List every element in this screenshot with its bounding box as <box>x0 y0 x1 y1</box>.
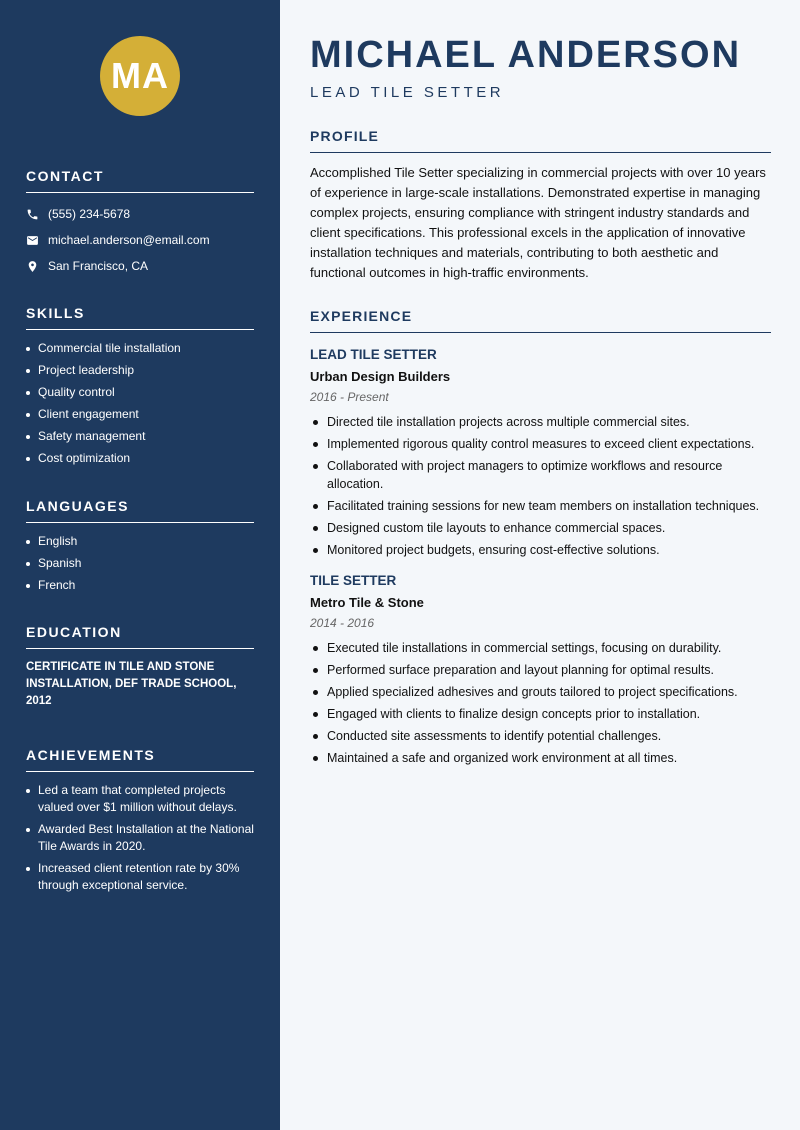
job-bullet: Performed surface preparation and layout planning for optimal results. <box>310 661 771 679</box>
job-dates: 2014 - 2016 <box>310 616 375 630</box>
education-title: EDUCATION <box>26 624 254 649</box>
profile-text: Accomplished Tile Setter specializing in commercial projects with over 10 years of experience in large-scale installations. Demonstrated expertise in managing complex projects, ensuring compliance with stringent industry standards and client specifications. This professional excels in the application of innovative installation techniques and materials, contributing to both aesthetic and functional outcomes in high-traffic environments. <box>310 165 766 280</box>
email-icon <box>26 234 39 247</box>
achievement-item: Awarded Best Installation at the National Tile Awards in 2020. <box>26 821 254 855</box>
languages-title: LANGUAGES <box>26 498 254 523</box>
sidebar <box>0 0 280 1130</box>
profile-section <box>310 128 771 283</box>
skill-item: Project leadership <box>26 362 254 379</box>
contact-title: CONTACT <box>26 168 254 193</box>
skills-title: SKILLS <box>26 305 254 330</box>
achievements-section <box>26 747 254 899</box>
job-bullet: Designed custom tile layouts to enhance commercial spaces. <box>310 519 771 537</box>
contact-location <box>26 253 254 279</box>
job-bullet: Maintained a safe and organized work environment at all times. <box>310 749 771 767</box>
contact-email <box>26 227 254 253</box>
contact-phone <box>26 201 254 227</box>
languages-section <box>26 498 254 599</box>
language-item: English <box>26 533 254 550</box>
achievement-item: Increased client retention rate by 30% through exceptional service. <box>26 860 254 894</box>
language-item: Spanish <box>26 555 254 572</box>
job-bullet: Directed tile installation projects across multiple commercial sites. <box>310 413 771 431</box>
phone-text: (555) 234-5678 <box>48 207 131 221</box>
job-bullet: Engaged with clients to finalize design concepts prior to installation. <box>310 705 771 723</box>
skill-item: Client engagement <box>26 406 254 423</box>
job-bullet: Executed tile installations in commercial settings, focusing on durability. <box>310 639 771 657</box>
experience-section <box>310 308 771 771</box>
job-company: Metro Tile & Stone <box>310 595 424 610</box>
job-bullets <box>310 639 771 767</box>
job-entry <box>310 347 771 559</box>
job-company: Urban Design Builders <box>310 369 451 384</box>
education-section <box>26 624 254 710</box>
job-bullet: Monitored project budgets, ensuring cost-effective solutions. <box>310 541 771 559</box>
language-item: French <box>26 577 254 594</box>
job-bullets <box>310 413 771 559</box>
skills-section <box>26 305 254 472</box>
job-title: LEAD TILE SETTER <box>310 347 437 362</box>
education-entry: CERTIFICATE IN TILE AND STONE INSTALLATION, DEF TRADE SCHOOL, 2012 <box>26 661 237 707</box>
job-dates: 2016 - Present <box>310 390 389 404</box>
job-bullet: Collaborated with project managers to optimize workflows and resource allocation. <box>310 457 771 493</box>
experience-title: EXPERIENCE <box>310 308 771 333</box>
contact-section <box>26 168 254 279</box>
job-entry <box>310 573 771 767</box>
phone-icon <box>26 208 39 221</box>
job-bullet: Applied specialized adhesives and grouts tailored to project specifications. <box>310 683 771 701</box>
skills-list <box>26 340 254 467</box>
job-bullet: Facilitated training sessions for new team members on installation techniques. <box>310 497 771 515</box>
email-text: michael.anderson@email.com <box>48 233 210 247</box>
achievements-title: ACHIEVEMENTS <box>26 747 254 772</box>
skill-item: Cost optimization <box>26 450 254 467</box>
job-bullet: Conducted site assessments to identify potential challenges. <box>310 727 771 745</box>
job-title: TILE SETTER <box>310 573 397 588</box>
languages-list <box>26 533 254 594</box>
avatar: MA <box>100 36 180 116</box>
profile-title: PROFILE <box>310 128 771 153</box>
skill-item: Safety management <box>26 428 254 445</box>
candidate-name: MICHAEL ANDERSON <box>310 34 742 76</box>
job-bullet: Implemented rigorous quality control measures to exceed client expectations. <box>310 435 771 453</box>
achievement-item: Led a team that completed projects valued over $1 million without delays. <box>26 782 254 816</box>
candidate-role: LEAD TILE SETTER <box>310 84 505 101</box>
skill-item: Commercial tile installation <box>26 340 254 357</box>
location-text: San Francisco, CA <box>48 259 149 273</box>
skill-item: Quality control <box>26 384 254 401</box>
achievements-list <box>26 782 254 894</box>
location-pin-icon <box>26 260 39 273</box>
